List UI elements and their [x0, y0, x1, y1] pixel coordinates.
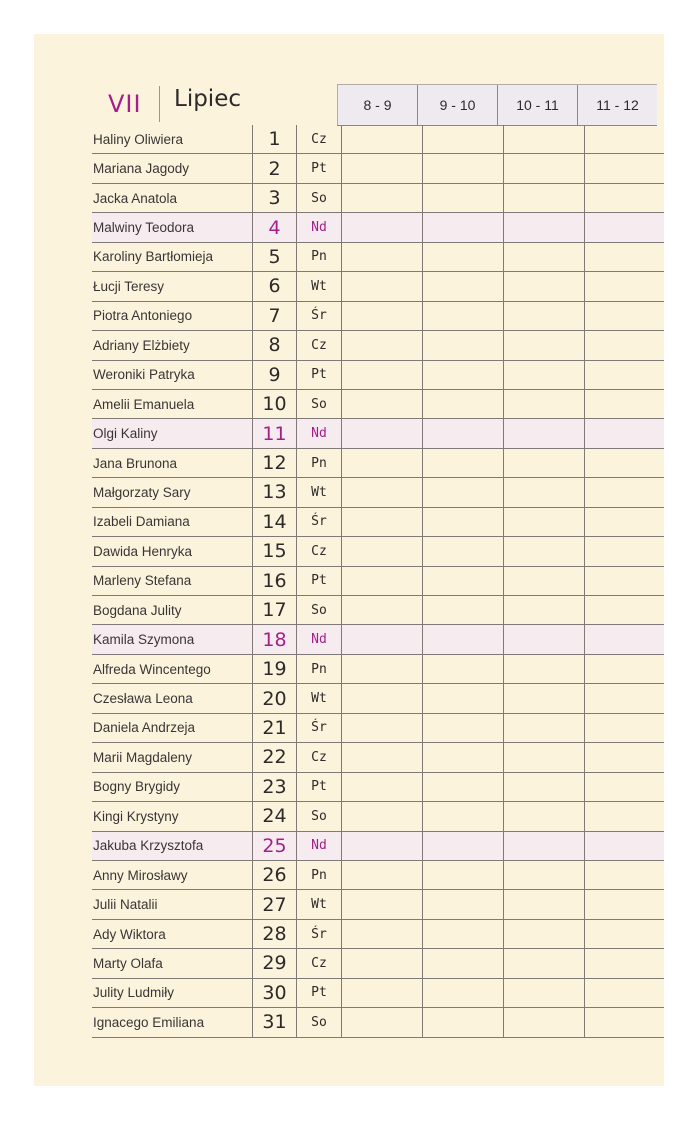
day-number: 27: [252, 890, 296, 918]
hour-slot-cell[interactable]: [503, 125, 584, 153]
day-number: 7: [252, 302, 296, 330]
name-day-names: Marleny Stefana: [93, 573, 192, 589]
hour-slot-cell[interactable]: [341, 625, 422, 653]
hour-slot-cell[interactable]: [341, 832, 422, 860]
weekday-abbrev: Wt: [296, 890, 341, 918]
day-number: 14: [252, 508, 296, 536]
hour-slot-cell[interactable]: [422, 684, 503, 712]
name-day-names: Ady Wiktora: [93, 926, 166, 942]
hour-slot-cell[interactable]: [341, 773, 422, 801]
hour-header-cell: 8 - 9: [337, 85, 417, 125]
name-day-names: Izabeli Damiana: [93, 514, 190, 530]
hour-slot-cell[interactable]: [422, 272, 503, 300]
day-number: 10: [252, 390, 296, 418]
day-number: 26: [252, 861, 296, 889]
hour-slot-cell[interactable]: [584, 832, 664, 860]
hour-slot-cell[interactable]: [341, 508, 422, 536]
hour-slot-cell[interactable]: [341, 567, 422, 595]
hour-slot-cell[interactable]: [341, 920, 422, 948]
hour-slot-cell[interactable]: [584, 272, 664, 300]
hour-slot-cell[interactable]: [503, 567, 584, 595]
day-row: [92, 272, 664, 301]
hour-slot-cell[interactable]: [422, 184, 503, 212]
weekday-abbrev: So: [296, 1008, 341, 1036]
weekday-abbrev: Nd: [296, 213, 341, 241]
hour-slot-cell[interactable]: [341, 979, 422, 1007]
hour-slot-cell[interactable]: [584, 949, 664, 977]
day-number: 24: [252, 802, 296, 830]
name-day-names: Mariana Jagody: [93, 161, 190, 177]
weekday-abbrev: Pt: [296, 361, 341, 389]
hour-slot-cell[interactable]: [341, 861, 422, 889]
hour-slot-cell[interactable]: [584, 920, 664, 948]
day-number: 6: [252, 272, 296, 300]
hour-slot-cell[interactable]: [341, 272, 422, 300]
hour-slot-cell[interactable]: [422, 773, 503, 801]
weekday-abbrev: Śr: [296, 920, 341, 948]
hour-slot-cell[interactable]: [503, 773, 584, 801]
name-day-names: Haliny Oliwiera: [93, 131, 184, 147]
name-day-names: Alfreda Wincentego: [93, 661, 211, 677]
hour-slot-cell[interactable]: [341, 184, 422, 212]
hour-slot-cell[interactable]: [584, 361, 664, 389]
hour-slot-cell[interactable]: [341, 596, 422, 624]
hour-slot-cell[interactable]: [503, 949, 584, 977]
day-number: 3: [252, 184, 296, 212]
weekday-abbrev: Cz: [296, 949, 341, 977]
hour-slot-cell[interactable]: [422, 714, 503, 742]
name-day-names: Dawida Henryka: [93, 543, 193, 559]
hour-slot-cell[interactable]: [341, 1008, 422, 1036]
hour-slot-cell[interactable]: [584, 243, 664, 271]
hour-slot-cell[interactable]: [503, 920, 584, 948]
name-day-names: Czesława Leona: [93, 691, 193, 707]
hour-slot-cell[interactable]: [341, 390, 422, 418]
day-row: [92, 861, 664, 890]
day-number: 12: [252, 449, 296, 477]
hour-slot-cell[interactable]: [422, 802, 503, 830]
hour-slot-cell[interactable]: [503, 361, 584, 389]
hour-slot-cell[interactable]: [422, 861, 503, 889]
hour-slot-cell[interactable]: [584, 1008, 664, 1036]
name-day-names: Olgi Kaliny: [93, 426, 158, 442]
day-row-sunday: [92, 832, 664, 861]
hour-slot-cell[interactable]: [422, 449, 503, 477]
day-rows: [92, 125, 664, 1038]
day-row: [92, 537, 664, 566]
hour-slot-cell[interactable]: [503, 655, 584, 683]
hour-slot-cell[interactable]: [584, 449, 664, 477]
day-number: 19: [252, 655, 296, 683]
hour-slot-cell[interactable]: [584, 213, 664, 241]
day-row: [92, 567, 664, 596]
hour-slot-cell[interactable]: [422, 154, 503, 182]
name-day-names: Daniela Andrzeja: [93, 720, 196, 736]
name-day-names: Bogdana Julity: [93, 602, 182, 618]
hour-slot-cell[interactable]: [341, 331, 422, 359]
day-row: [92, 655, 664, 684]
hour-slot-cell[interactable]: [422, 125, 503, 153]
hour-slot-cell[interactable]: [584, 567, 664, 595]
weekday-abbrev: Pt: [296, 773, 341, 801]
day-row: [92, 949, 664, 978]
weekday-abbrev: Wt: [296, 478, 341, 506]
hour-slot-cell[interactable]: [422, 213, 503, 241]
day-row-sunday: [92, 419, 664, 448]
day-number: 31: [252, 1008, 296, 1036]
day-number: 4: [252, 213, 296, 241]
month-roman-numeral: VII: [108, 90, 142, 118]
day-number: 29: [252, 949, 296, 977]
day-number: 5: [252, 243, 296, 271]
hour-slot-cell[interactable]: [584, 302, 664, 330]
hour-slot-cell[interactable]: [341, 125, 422, 153]
day-number: 23: [252, 773, 296, 801]
hour-slot-cell[interactable]: [584, 419, 664, 447]
day-row: [92, 184, 664, 213]
weekday-abbrev: Cz: [296, 331, 341, 359]
day-row: [92, 1008, 664, 1037]
hour-slot-cell[interactable]: [341, 213, 422, 241]
hour-slot-cell[interactable]: [503, 890, 584, 918]
weekday-abbrev: Pn: [296, 243, 341, 271]
day-number: 30: [252, 979, 296, 1007]
day-number: 22: [252, 743, 296, 771]
hour-slot-cell[interactable]: [584, 979, 664, 1007]
hour-slot-cell[interactable]: [503, 743, 584, 771]
hour-slot-cell[interactable]: [503, 272, 584, 300]
day-number: 18: [252, 625, 296, 653]
weekday-abbrev: Nd: [296, 832, 341, 860]
hour-slot-cell[interactable]: [584, 184, 664, 212]
day-row: [92, 979, 664, 1008]
name-day-names: Kamila Szymona: [93, 632, 195, 648]
day-row: [92, 154, 664, 183]
name-day-names: Julii Natalii: [93, 897, 158, 913]
weekday-abbrev: Cz: [296, 537, 341, 565]
hour-slot-cell[interactable]: [584, 125, 664, 153]
hour-slot-cell[interactable]: [341, 537, 422, 565]
weekday-abbrev: Wt: [296, 684, 341, 712]
hour-slot-cell[interactable]: [503, 154, 584, 182]
day-row: [92, 243, 664, 272]
hour-slot-cell[interactable]: [503, 331, 584, 359]
hour-slot-cell[interactable]: [584, 537, 664, 565]
hour-slot-cell[interactable]: [503, 390, 584, 418]
hour-slot-cell[interactable]: [503, 1008, 584, 1036]
day-row: [92, 125, 664, 154]
hour-slot-cell[interactable]: [503, 832, 584, 860]
day-number: 16: [252, 567, 296, 595]
day-row: [92, 390, 664, 419]
day-number: 1: [252, 125, 296, 153]
day-row: [92, 361, 664, 390]
weekday-abbrev: Nd: [296, 625, 341, 653]
hour-slot-cell[interactable]: [584, 773, 664, 801]
weekday-abbrev: Śr: [296, 508, 341, 536]
hour-slot-cell[interactable]: [584, 596, 664, 624]
weekday-abbrev: Wt: [296, 272, 341, 300]
hour-slot-cell[interactable]: [503, 213, 584, 241]
day-row: [92, 508, 664, 537]
hour-slot-cell[interactable]: [341, 302, 422, 330]
name-day-names: Marty Olafa: [93, 955, 163, 971]
hour-slot-cell[interactable]: [503, 419, 584, 447]
hour-slot-cell[interactable]: [584, 714, 664, 742]
day-number: 21: [252, 714, 296, 742]
hour-slot-cell[interactable]: [422, 655, 503, 683]
hour-slot-cell[interactable]: [503, 508, 584, 536]
hour-slot-cell[interactable]: [341, 949, 422, 977]
hour-slot-cell[interactable]: [422, 920, 503, 948]
name-day-names: Łucji Teresy: [93, 278, 165, 294]
weekday-abbrev: Pn: [296, 861, 341, 889]
hour-slot-cell[interactable]: [503, 861, 584, 889]
hour-slot-cell[interactable]: [422, 1008, 503, 1036]
month-name: Lipiec: [174, 86, 241, 112]
hour-slot-cell[interactable]: [584, 508, 664, 536]
hour-slot-cell[interactable]: [422, 625, 503, 653]
name-day-names: Weroniki Patryka: [93, 367, 195, 383]
hour-header-cell: 11 - 12: [577, 85, 657, 125]
hour-header-cell: 9 - 10: [417, 85, 497, 125]
hour-slot-cell[interactable]: [341, 743, 422, 771]
hour-slot-cell[interactable]: [422, 361, 503, 389]
hour-slot-cell[interactable]: [341, 714, 422, 742]
weekday-abbrev: Śr: [296, 302, 341, 330]
hour-slot-cell[interactable]: [503, 478, 584, 506]
hour-slot-cell[interactable]: [341, 655, 422, 683]
day-number: 15: [252, 537, 296, 565]
hour-slot-cell[interactable]: [503, 684, 584, 712]
name-day-names: Jacka Anatola: [93, 190, 178, 206]
hour-slot-cell[interactable]: [584, 478, 664, 506]
hour-slot-cell[interactable]: [584, 154, 664, 182]
weekday-abbrev: Pt: [296, 979, 341, 1007]
name-day-names: Jana Brunona: [93, 455, 178, 471]
hour-slot-cell[interactable]: [584, 684, 664, 712]
name-day-names: Adriany Elżbiety: [93, 337, 190, 353]
name-day-names: Julity Ludmiły: [93, 985, 175, 1001]
weekday-abbrev: So: [296, 184, 341, 212]
hour-slot-cell[interactable]: [422, 949, 503, 977]
hour-slot-cell[interactable]: [422, 567, 503, 595]
hour-slot-cell[interactable]: [503, 243, 584, 271]
weekday-abbrev: So: [296, 596, 341, 624]
hour-slot-cell[interactable]: [584, 802, 664, 830]
day-row: [92, 920, 664, 949]
weekday-abbrev: So: [296, 802, 341, 830]
hour-slot-cell[interactable]: [422, 419, 503, 447]
hour-slot-cell[interactable]: [422, 390, 503, 418]
hour-slot-cell[interactable]: [584, 861, 664, 889]
day-number: 25: [252, 832, 296, 860]
name-day-names: Marii Magdaleny: [93, 749, 193, 765]
day-number: 9: [252, 361, 296, 389]
hour-slot-cell[interactable]: [422, 832, 503, 860]
hour-slot-cell[interactable]: [503, 449, 584, 477]
hour-slot-cell[interactable]: [422, 508, 503, 536]
day-row: [92, 684, 664, 713]
day-row: [92, 802, 664, 831]
weekday-abbrev: Pn: [296, 449, 341, 477]
weekday-abbrev: So: [296, 390, 341, 418]
hour-slot-cell[interactable]: [503, 802, 584, 830]
hour-slot-cell[interactable]: [503, 714, 584, 742]
hour-slot-cell[interactable]: [341, 802, 422, 830]
day-row: [92, 331, 664, 360]
planner-page: [34, 34, 664, 1086]
day-row-sunday: [92, 625, 664, 654]
hour-slot-cell[interactable]: [341, 361, 422, 389]
hour-slot-cell[interactable]: [341, 890, 422, 918]
hour-slot-cell[interactable]: [422, 243, 503, 271]
hour-slot-cell[interactable]: [341, 419, 422, 447]
weekday-abbrev: Śr: [296, 714, 341, 742]
hour-slot-cell[interactable]: [422, 478, 503, 506]
name-day-names: Jakuba Krzysztofa: [93, 838, 204, 854]
name-day-names: Malwiny Teodora: [93, 220, 195, 236]
day-number: 11: [252, 419, 296, 447]
hour-slot-cell[interactable]: [584, 625, 664, 653]
hour-slot-cell[interactable]: [341, 449, 422, 477]
name-day-names: Kingi Krystyny: [93, 808, 179, 824]
name-day-names: Karoliny Bartłomieja: [93, 249, 214, 265]
weekday-abbrev: Cz: [296, 125, 341, 153]
name-day-names: Małgorzaty Sary: [93, 484, 191, 500]
day-number: 17: [252, 596, 296, 624]
hour-slot-cell[interactable]: [341, 684, 422, 712]
hour-slot-cell[interactable]: [503, 537, 584, 565]
hour-slot-cell[interactable]: [422, 743, 503, 771]
hour-slot-cell[interactable]: [422, 979, 503, 1007]
day-row: [92, 773, 664, 802]
hour-slot-cell[interactable]: [422, 537, 503, 565]
weekday-abbrev: Pn: [296, 655, 341, 683]
hour-slot-cell[interactable]: [584, 655, 664, 683]
day-row: [92, 714, 664, 743]
hour-slot-cell[interactable]: [503, 184, 584, 212]
hour-slot-cell[interactable]: [584, 890, 664, 918]
day-row: [92, 478, 664, 507]
name-day-names: Ignacego Emiliana: [93, 1014, 205, 1030]
hour-slot-cell[interactable]: [341, 243, 422, 271]
hour-slot-cell[interactable]: [503, 979, 584, 1007]
name-day-names: Piotra Antoniego: [93, 308, 193, 324]
hour-slot-cell[interactable]: [503, 302, 584, 330]
day-number: 2: [252, 154, 296, 182]
weekday-abbrev: Cz: [296, 743, 341, 771]
hour-slot-cell[interactable]: [503, 596, 584, 624]
day-number: 8: [252, 331, 296, 359]
weekday-abbrev: Pt: [296, 154, 341, 182]
day-row: [92, 596, 664, 625]
month-divider: [159, 86, 160, 122]
day-row: [92, 743, 664, 772]
hour-slot-cell[interactable]: [422, 331, 503, 359]
hour-slot-cell[interactable]: [341, 154, 422, 182]
hour-header-cell: 10 - 11: [497, 85, 577, 125]
hours-header: [337, 84, 657, 126]
hour-slot-cell[interactable]: [584, 390, 664, 418]
weekday-abbrev: Nd: [296, 419, 341, 447]
day-number: 13: [252, 478, 296, 506]
hour-slot-cell[interactable]: [422, 302, 503, 330]
hour-slot-cell[interactable]: [503, 625, 584, 653]
weekday-abbrev: Pt: [296, 567, 341, 595]
name-day-names: Amelii Emanuela: [93, 396, 195, 412]
hour-slot-cell[interactable]: [422, 596, 503, 624]
hour-slot-cell[interactable]: [341, 478, 422, 506]
name-day-names: Anny Mirosławy: [93, 867, 188, 883]
hour-slot-cell[interactable]: [422, 890, 503, 918]
name-day-names: Bogny Brygidy: [93, 779, 181, 795]
day-number: 28: [252, 920, 296, 948]
day-row: [92, 890, 664, 919]
day-row-sunday: [92, 213, 664, 242]
day-row: [92, 302, 664, 331]
hour-slot-cell[interactable]: [584, 743, 664, 771]
day-row: [92, 449, 664, 478]
hour-slot-cell[interactable]: [584, 331, 664, 359]
day-number: 20: [252, 684, 296, 712]
